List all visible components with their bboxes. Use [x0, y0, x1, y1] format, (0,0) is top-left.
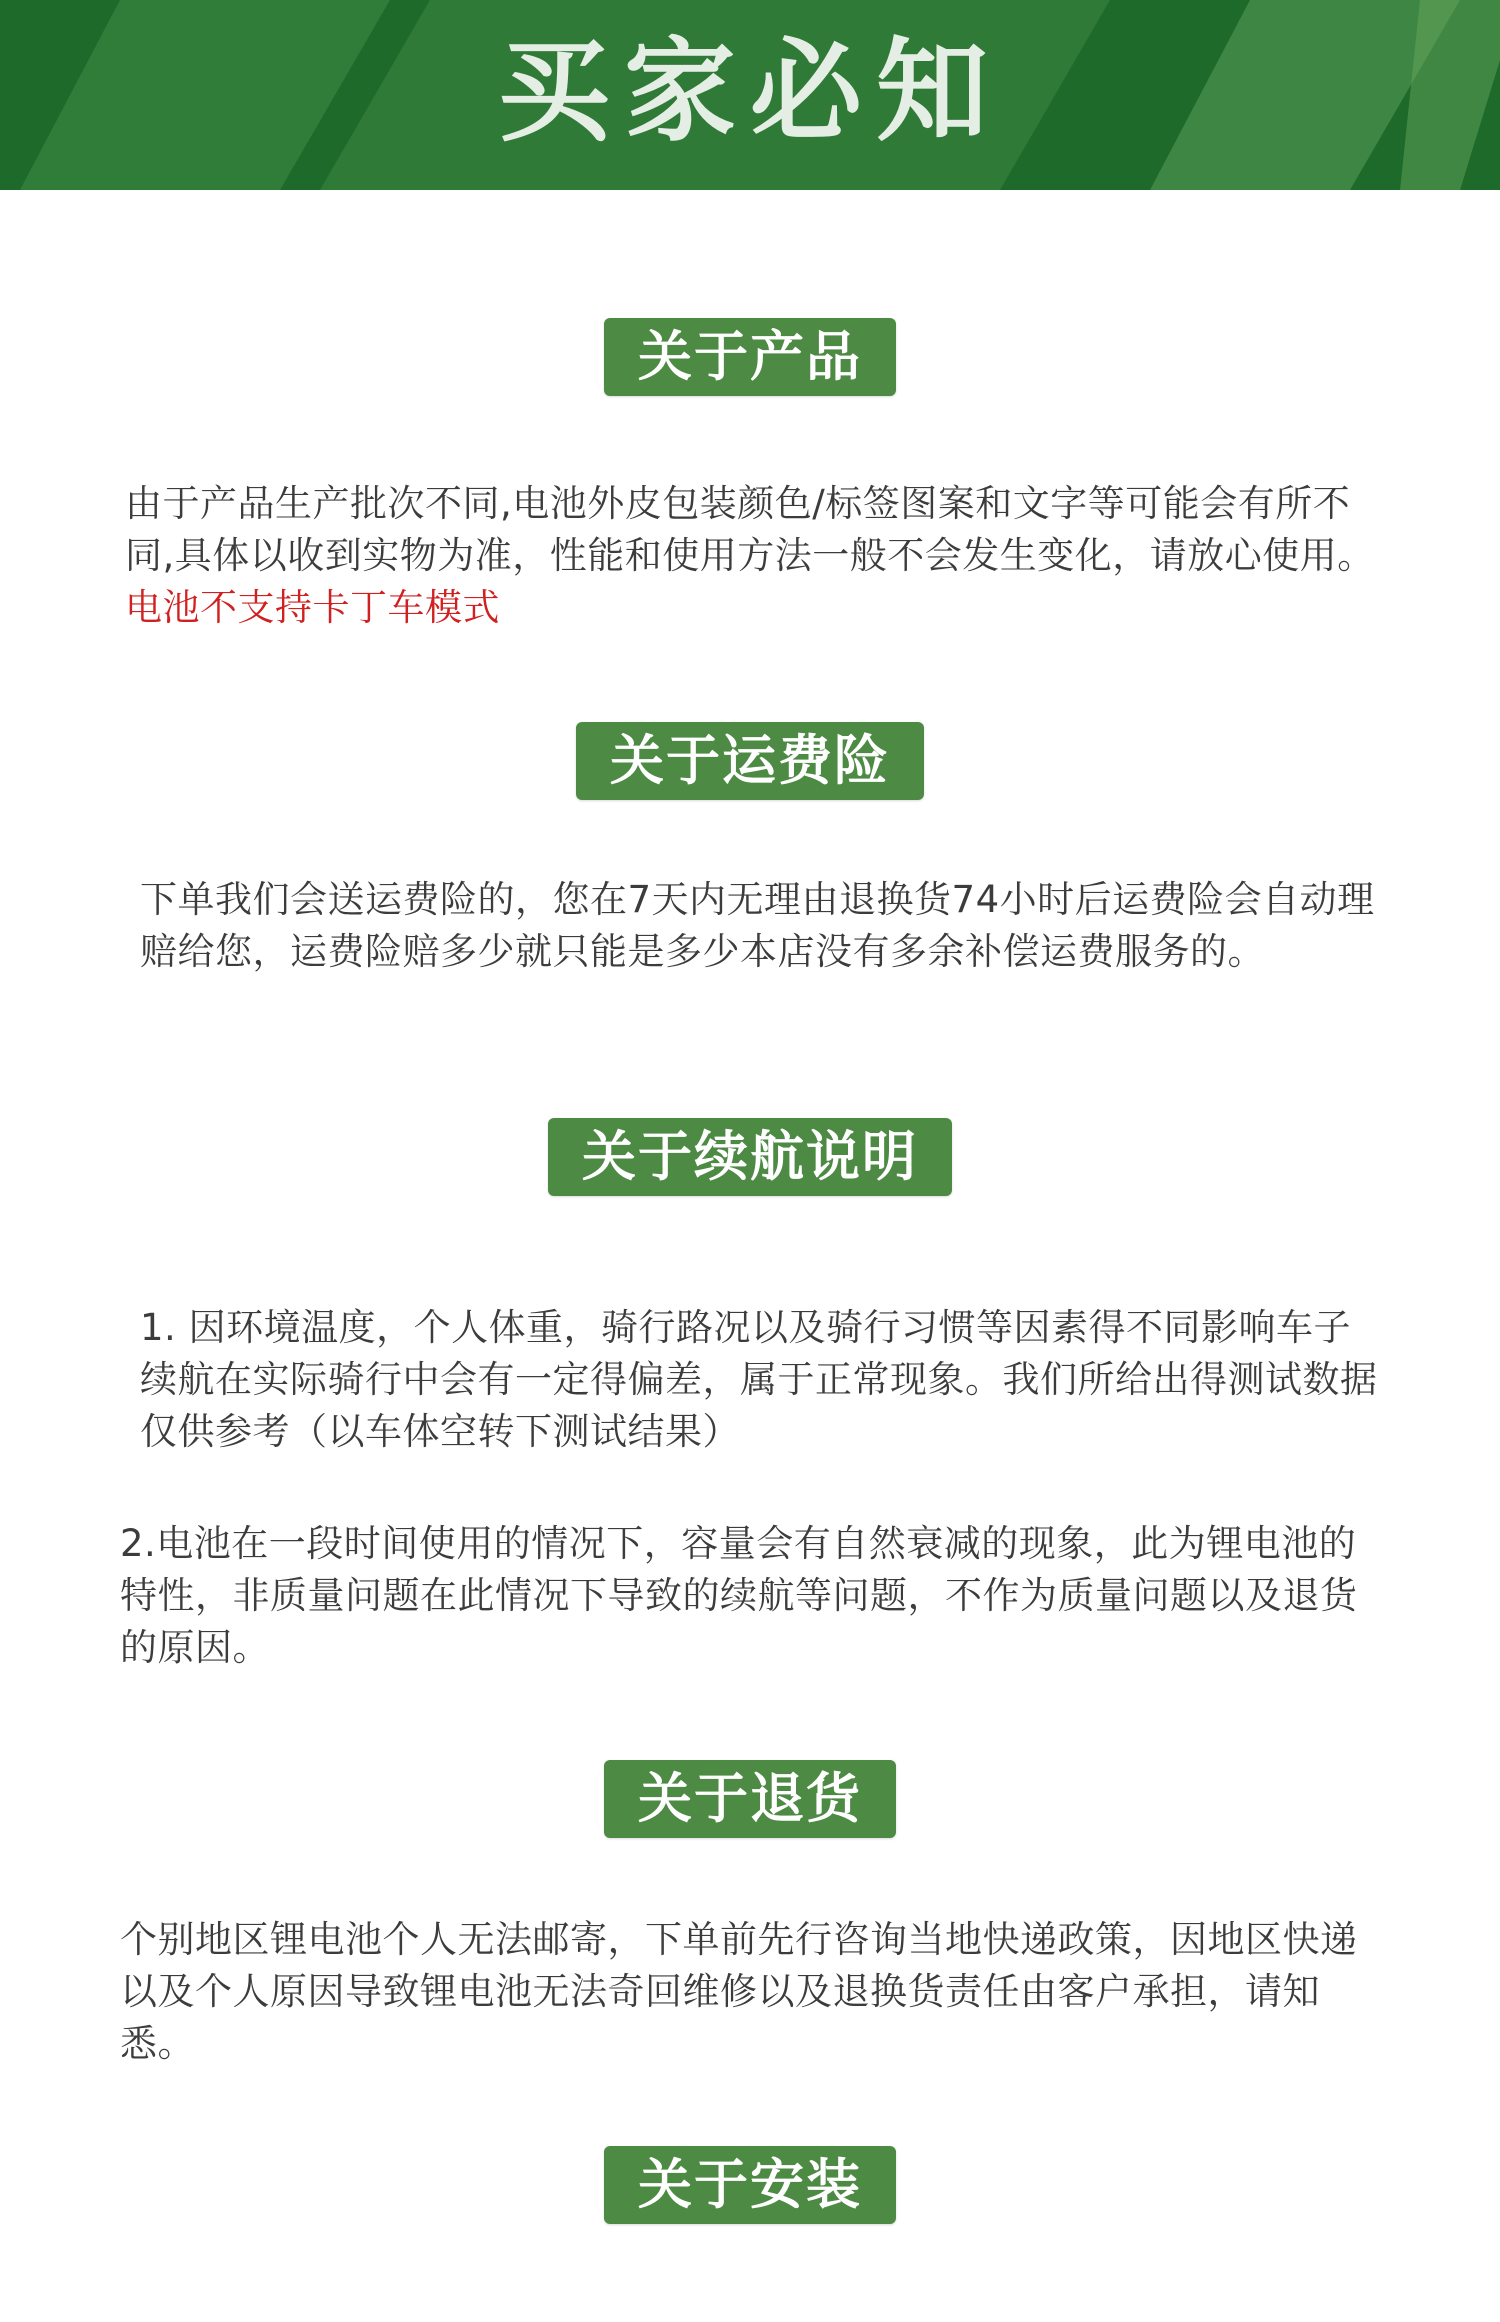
- product-warning: 电池不支持卡丁车模式: [125, 586, 500, 629]
- section-heading-shipping-insurance: 关于运费险: [576, 722, 924, 800]
- header-banner: [0, 0, 1500, 190]
- section-heading-product: 关于产品: [604, 318, 896, 396]
- shipping-insurance-paragraph: 下单我们会送运费险的，您在7天内无理由退换货74小时后运费险会自动理赔给您，运费险赔多少就只能是多少本店没有多余补偿运费服务的。: [140, 878, 1375, 973]
- returns-paragraph: 个别地区锂电池个人无法邮寄，下单前先行咨询当地快递政策，因地区快递以及个人原因导致锂电池无法奇回维修以及退换货责任由客户承担，请知悉。: [120, 1918, 1358, 2065]
- range-item-2: 2.电池在一段时间使用的情况下，容量会有自然衰减的现象，此为锂电池的特性，非质量问题在此情况下导致的续航等问题，不作为质量问题以及退货的原因。: [120, 1522, 1358, 1669]
- section-heading-range: 关于续航说明: [548, 1118, 952, 1196]
- range-item-1: 1. 因环境温度，个人体重，骑行路况以及骑行习惯等因素得不同影响车子续航在实际骑行中会有一定得偏差，属于正常现象。我们所给出得测试数据仅供参考（以车体空转下测试结果）: [140, 1306, 1378, 1453]
- product-paragraph: [125, 478, 1395, 634]
- section-heading-returns: 关于退货: [604, 1760, 896, 1838]
- product-text: 由于产品生产批次不同,电池外皮包装颜色/标签图案和文字等可能会有所不同,具体以收到实物为准，性能和使用方法一般不会发生变化，请放心使用。: [125, 482, 1375, 577]
- page-title: 买家必知: [498, 27, 1002, 157]
- section-heading-installation: 关于安装: [604, 2146, 896, 2224]
